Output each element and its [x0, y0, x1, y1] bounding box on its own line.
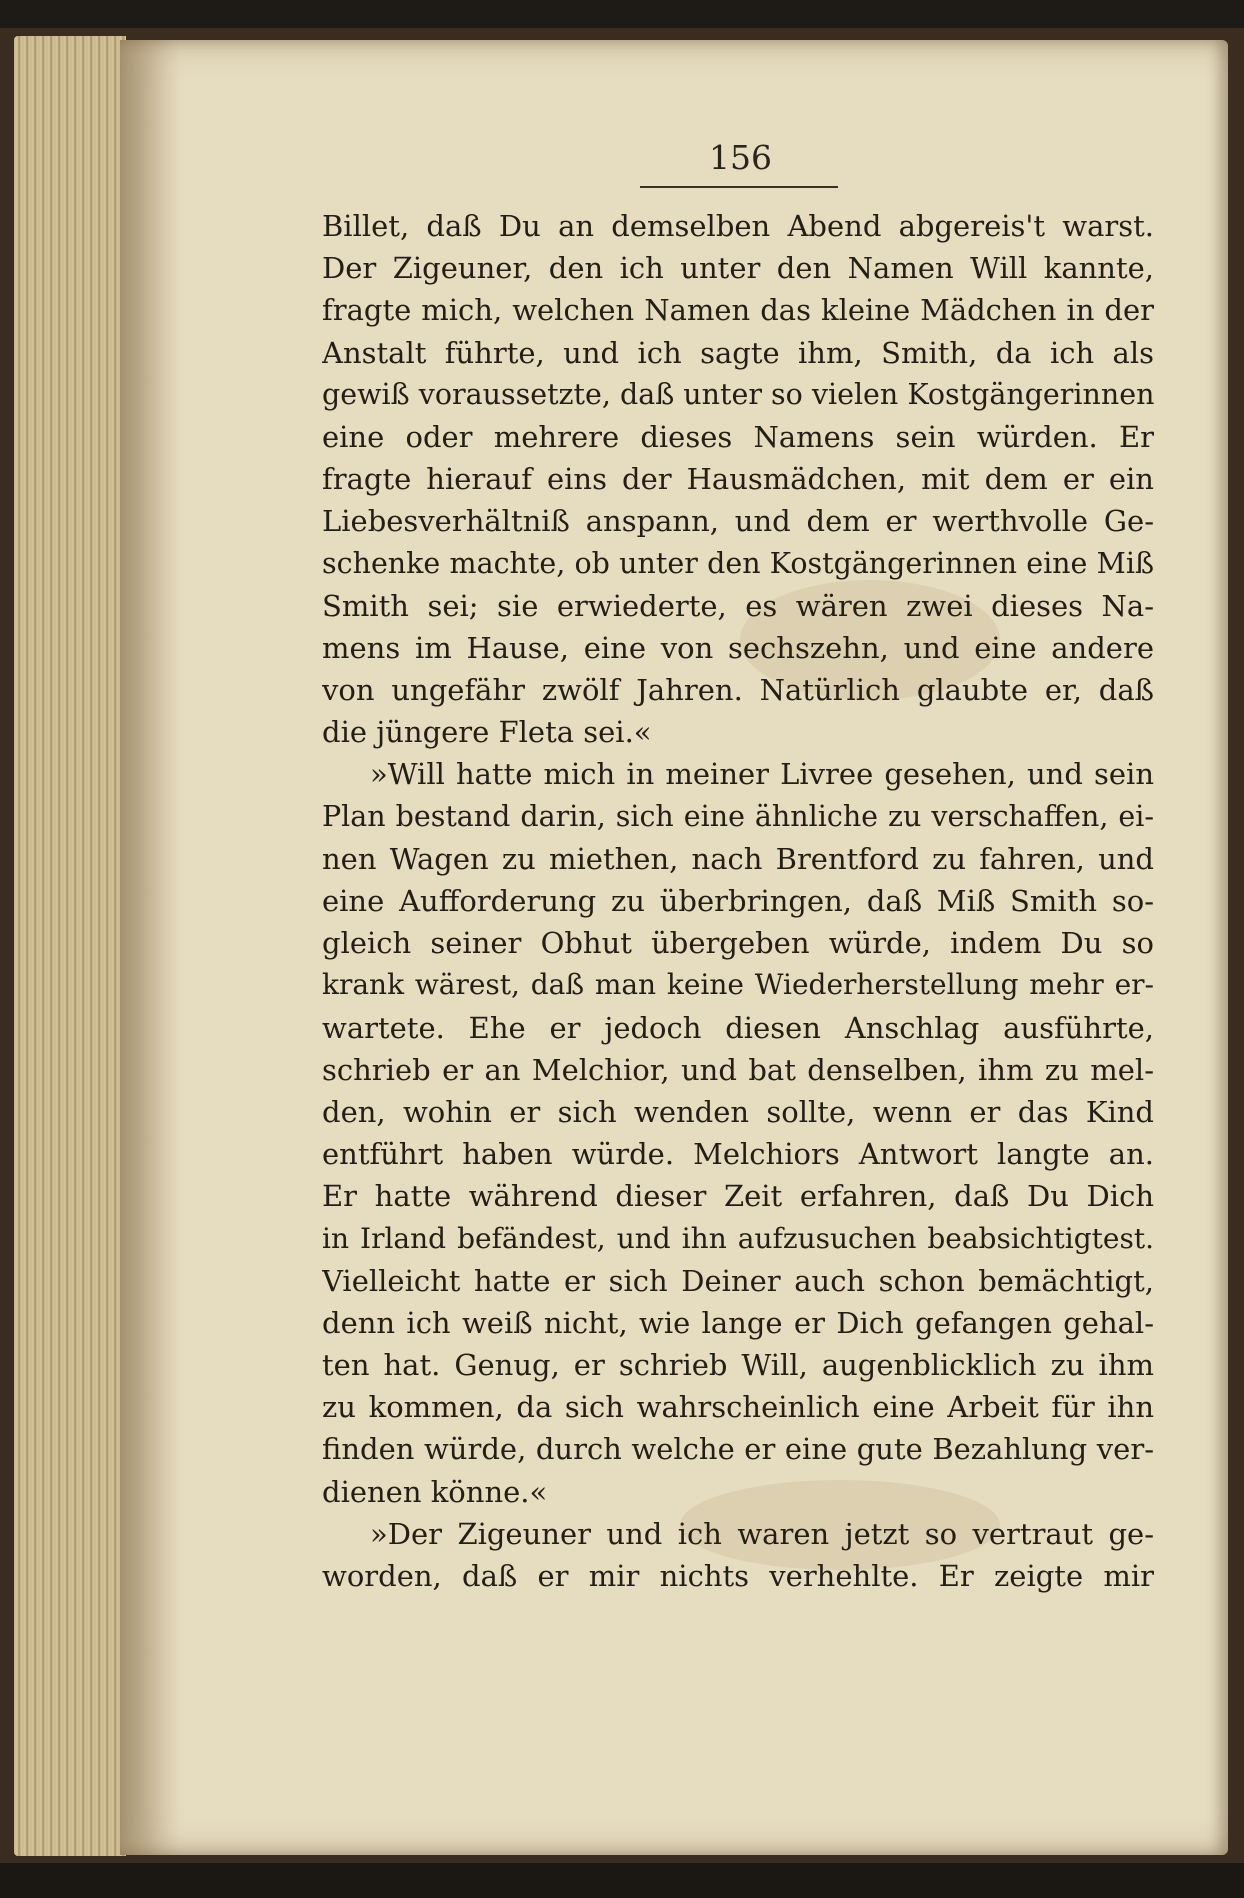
text-line: fragte hierauf eins der Hausmädchen, mit dem er ein: [322, 462, 1154, 497]
text-line: finden würde, durch welche er eine gute Bezahlung ver-: [322, 1432, 1154, 1467]
text-line: fragte mich, welchen Namen das kleine Mädchen in der: [322, 293, 1154, 328]
body-text: [322, 205, 1154, 1597]
text-line: gleich seiner Obhut übergeben würde, indem Du so: [322, 926, 1154, 961]
text-line: den, wohin er sich wenden sollte, wenn er das Kind: [322, 1094, 1154, 1129]
text-line: schenke machte, ob unter den Kostgängerinnen eine Miß: [322, 546, 1154, 580]
text-line: »Der Zigeuner und ich waren jetzt so vertraut ge-: [370, 1516, 1154, 1551]
text-line: eine Aufforderung zu überbringen, daß Miß Smith so-: [322, 884, 1154, 918]
text-line: worden, daß er mir nichts verhehlte. Er zeigte mir: [322, 1559, 1154, 1593]
text-line: zu kommen, da sich wahrscheinlich eine Arbeit für ihn: [322, 1390, 1154, 1425]
text-line: krank wärest, daß man keine Wiederherstellung mehr er-: [322, 968, 1154, 1002]
text-line: Liebesverhältniß anspann, und dem er werthvolle Ge-: [322, 504, 1154, 539]
text-line: nen Wagen zu miethen, nach Brentford zu fahren, und: [322, 841, 1154, 876]
text-line: schrieb er an Melchior, und bat denselben, ihm zu mel-: [322, 1052, 1154, 1087]
text-line: Vielleicht hatte er sich Deiner auch schon bemächtigt,: [322, 1263, 1154, 1298]
stacked-page-edges: [14, 36, 126, 1856]
text-line: eine oder mehrere dieses Namens sein würden. Er: [322, 419, 1154, 454]
text-line: ten hat. Genug, er schrieb Will, augenblicklich zu ihm: [322, 1348, 1154, 1383]
text-line: die jüngere Fleta sei.«: [322, 715, 652, 750]
text-line: von ungefähr zwölf Jahren. Natürlich glaubte er, daß: [322, 673, 1154, 708]
text-line: »Will hatte mich in meiner Livree gesehen, und sein: [370, 757, 1154, 792]
text-line: Anstalt führte, und ich sagte ihm, Smith, da ich als: [322, 335, 1154, 370]
spine-shadow: [120, 40, 180, 1855]
text-line: mens im Hause, eine von sechszehn, und eine andere: [322, 630, 1154, 665]
text-line: denn ich weiß nicht, wie lange er Dich gefangen gehal-: [322, 1305, 1154, 1340]
text-line: gewiß voraussetzte, daß unter so vielen Kostgängerinnen: [322, 377, 1154, 411]
text-line: Smith sei; sie erwiederte, es wären zwei dieses Na-: [322, 588, 1154, 623]
text-line: Plan bestand darin, sich eine ähnliche zu verschaffen, ei-: [322, 799, 1154, 833]
text-line: Der Zigeuner, den ich unter den Namen Will kannte,: [322, 251, 1154, 286]
text-line: Billet, daß Du an demselben Abend abgereis't warst.: [322, 209, 1154, 243]
text-line: wartete. Ehe er jedoch diesen Anschlag ausführte,: [322, 1010, 1154, 1045]
background-bottom: [0, 1863, 1244, 1898]
text-line: dienen könne.«: [322, 1474, 548, 1509]
text-line: entführt haben würde. Melchiors Antwort langte an.: [322, 1137, 1154, 1172]
text-line: in Irland befändest, und ihn aufzusuchen beabsichtigtest.: [322, 1221, 1154, 1255]
text-line: Er hatte während dieser Zeit erfahren, daß Du Dich: [322, 1179, 1154, 1214]
header-rule: [640, 186, 838, 188]
page-number: 156: [709, 138, 772, 177]
